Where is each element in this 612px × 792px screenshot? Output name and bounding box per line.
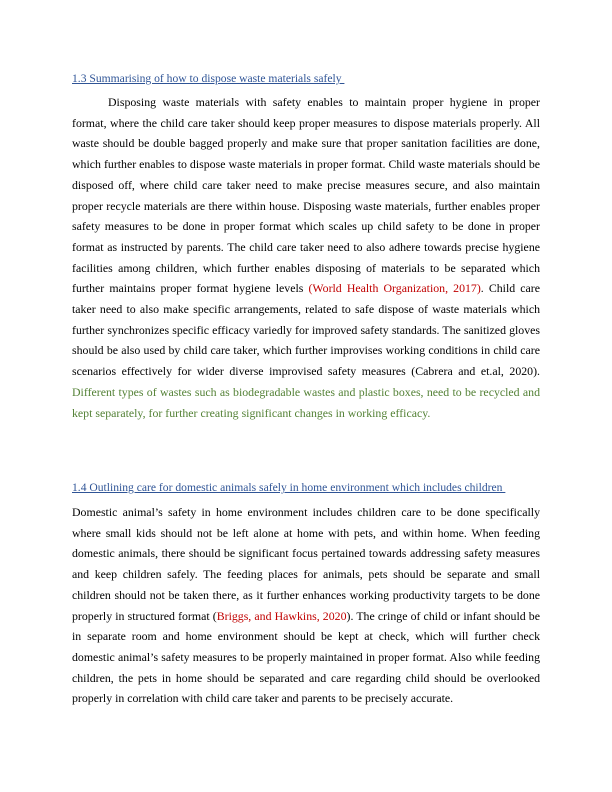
section-heading-1-3[interactable]: 1.3 Summarising of how to dispose waste materials safely bbox=[72, 72, 345, 85]
citation-briggs-hawkins-2020: Briggs, and Hawkins, 2020 bbox=[216, 608, 347, 623]
section-1-4-body bbox=[72, 502, 540, 709]
section-1-3 bbox=[72, 72, 540, 423]
section-1-4 bbox=[72, 481, 540, 709]
citation-who-2017: (World Health Organization, 2017) bbox=[308, 281, 481, 296]
highlighted-green-text: Different types of wastes such as biodegradable wastes and plastic boxes, need to be recycled and kept separately, for further creating significant changes in working efficacy. bbox=[72, 384, 540, 420]
body-text: Disposing waste materials with safety enables to maintain proper hygiene in proper format, where the child care taker should keep proper measures to dispose materials properly. All waste should be double bagged properly and make sure that proper sanitation facilities are done, which further enables to dispose waste materials in proper format. Child waste materials should be disposed off, where child care taker need to make precise measures secure, and also maintain proper recycle materials are there within house. Disposing waste materials, further enables proper safety measures to be done in proper format which scales up child safety to be done in proper format as instructed by parents. The child care taker need to also adhere towards precise hygiene facilities among children, which further enables disposing of materials to be separated which further maintains proper format hygiene levels bbox=[72, 95, 540, 296]
citation-paren-close: ). bbox=[346, 608, 354, 623]
citation-paren-open: ( bbox=[212, 608, 217, 623]
section-1-3-body bbox=[72, 92, 540, 423]
body-text: The cringe of child or infant should be in separate room and home environment should be kept at check, which will further check domestic animal’s safety measures to be properly maintained in proper format. Also while feeding children, the pets in home should be separated and care regarding child should be overlooked properly in correlation with child care taker and parents to be precisely accurate. bbox=[72, 608, 540, 706]
body-text: . Child care taker need to also make specific arrangements, related to safe dispose of waste materials which further synchronizes specific efficacy variedly for improved safety standards. The sanitized gloves should be also used by child care taker, which further improvises working conditions in child care scenarios effectively for wider diverse improvised safety measures (Cabrera and et.al, 2020). bbox=[72, 281, 540, 379]
body-text: Domestic animal’s safety in home environment includes children care to be done specifically where small kids should not be left alone at home with pets, and within home. When feeding domestic animals, there should be significant focus pertained towards addressing safety measures and keep children safely. The feeding places for animals, pets should be separate and small children should not be taken there, as it further enhances working productivity targets to be done properly in structured format bbox=[72, 505, 540, 623]
section-heading-1-4[interactable]: 1.4 Outlining care for domestic animals safely in home environment which includes children bbox=[72, 481, 506, 494]
